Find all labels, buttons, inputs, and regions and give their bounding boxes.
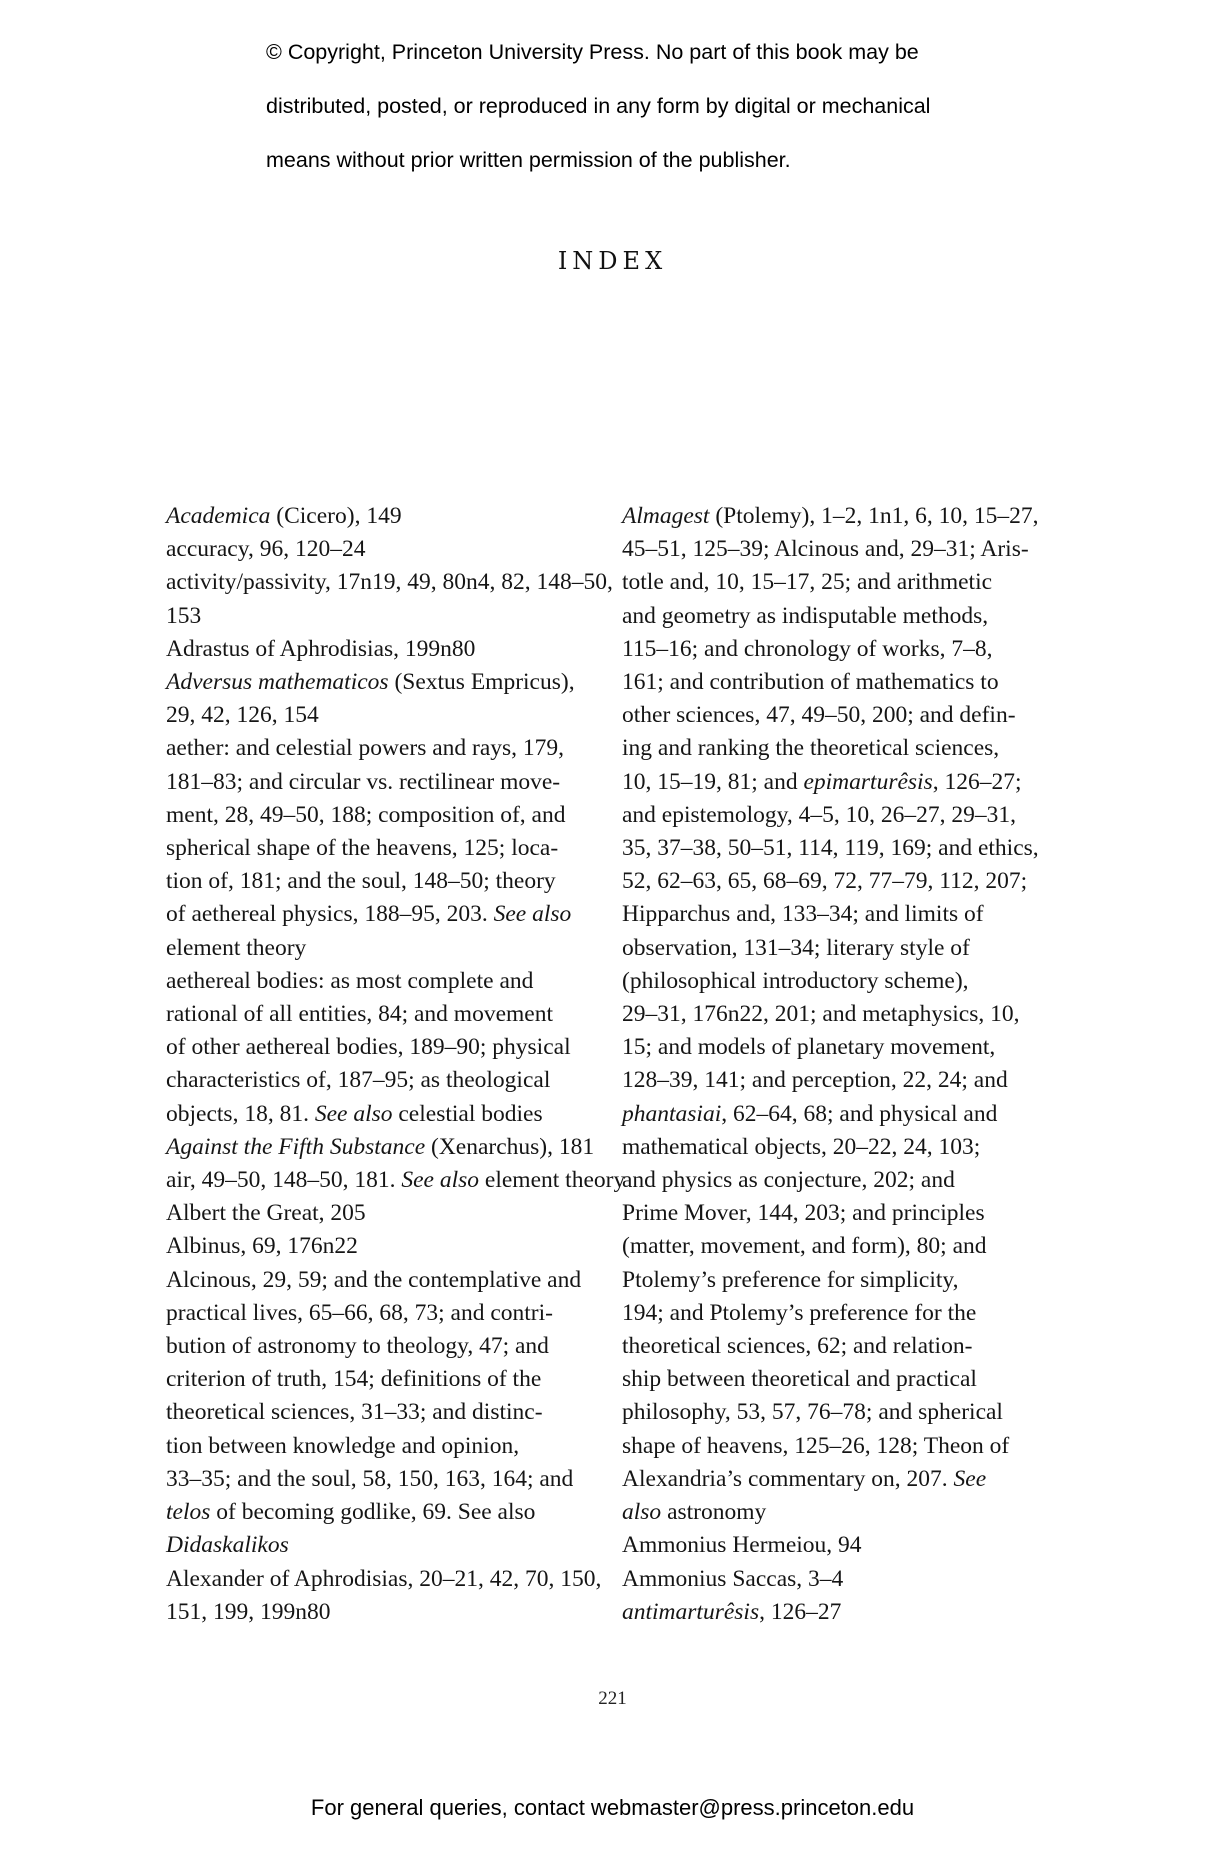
entry-text: theoretical sciences, 62; and relation- <box>622 1333 973 1360</box>
index-entry-line <box>622 1496 1037 1529</box>
entry-text: and geometry as indisputable methods, <box>622 602 989 629</box>
index-entry-line <box>622 932 1037 965</box>
index-entry <box>166 500 581 533</box>
page-number: 221 <box>598 1688 627 1709</box>
italic-text: See also <box>401 1167 480 1194</box>
entry-text: 35, 37–38, 50–51, 114, 119, 169; and ethics, <box>622 835 1039 862</box>
footer-contact-note: For general queries, contact webmaster@press.princeton.edu <box>310 1795 915 1820</box>
entry-text: and epistemology, 4–5, 10, 26–27, 29–31, <box>622 801 1017 828</box>
entry-text: celestial bodies <box>392 1100 543 1127</box>
index-entry-line <box>166 633 581 666</box>
entry-text: element theory <box>479 1167 626 1194</box>
index-entry-line <box>166 998 581 1031</box>
entry-text: (matter, movement, and form), 80; and <box>622 1233 987 1260</box>
entry-text: 115–16; and chronology of works, 7–8, <box>622 635 993 662</box>
entry-text: philosophy, 53, 57, 76–78; and spherical <box>622 1399 1003 1426</box>
entry-text: , 126–27 <box>759 1598 842 1625</box>
italic-text: Against the Fifth Substance <box>166 1133 426 1160</box>
entry-text: element theory <box>166 934 307 961</box>
italic-text: also <box>622 1499 662 1526</box>
index-entry-line <box>622 500 1039 533</box>
entry-text: Alexandria’s commentary on, 207. <box>622 1465 954 1492</box>
index-entry-line <box>622 1330 1037 1363</box>
index-entry-line <box>166 865 581 898</box>
entry-text: tion between knowledge and opinion, <box>166 1432 520 1459</box>
index-entry <box>166 1131 595 1164</box>
entry-text: 181–83; and circular vs. rectilinear move- <box>166 768 561 795</box>
entry-text: Ptolemy’s preference for simplicity, <box>622 1266 959 1293</box>
entry-text: tion of, 181; and the soul, 148–50; theory <box>166 868 556 895</box>
index-entry-line <box>166 1230 581 1263</box>
index-entry-line <box>166 1396 581 1429</box>
index-entry <box>166 965 581 1131</box>
index-entry-line <box>166 1064 581 1097</box>
entry-text: characteristics of, 187–95; as theological <box>166 1067 551 1094</box>
entry-text: ing and ranking the theoretical sciences, <box>622 735 1000 762</box>
italic-text: antimarturêsis <box>622 1598 760 1625</box>
entry-text: activity/passivity, 17n19, 49, 80n4, 82, 148–50, <box>166 569 613 596</box>
index-entry-line <box>622 1463 1037 1496</box>
index-entry-line <box>622 832 1039 865</box>
copyright-line: means without prior written permission of the publisher. <box>266 148 791 172</box>
index-entry <box>622 1529 1037 1562</box>
entry-text: , 126–27; <box>932 768 1022 795</box>
index-entry-line <box>622 1596 1037 1629</box>
index-entry-line <box>166 932 581 965</box>
entry-text: bution of astronomy to theology, 47; and <box>166 1333 549 1360</box>
entry-text: air, 49–50, 148–50, 181. <box>166 1167 402 1194</box>
index-entry-line <box>166 1164 626 1197</box>
entry-text: 29, 42, 126, 154 <box>166 702 319 729</box>
index-entry-line <box>622 898 1037 931</box>
index-entry-line <box>166 699 581 732</box>
index-entry-line <box>622 1197 1037 1230</box>
entry-text: 194; and Ptolemy’s preference for the <box>622 1299 977 1326</box>
index-entry-line <box>166 533 581 566</box>
index-entry-line <box>622 1164 1037 1197</box>
index-entry-line <box>166 1430 581 1463</box>
entry-text: and physics as conjecture, 202; and <box>622 1167 955 1194</box>
index-entry <box>166 1264 581 1563</box>
entry-text: Albert the Great, 205 <box>166 1200 366 1227</box>
index-entry-line <box>166 1496 581 1529</box>
entry-text: (Xenarchus), 181 <box>425 1133 595 1160</box>
entry-text: Ammonius Saccas, 3–4 <box>622 1565 844 1592</box>
entry-text: Alexander of Aphrodisias, 20–21, 42, 70, 150, <box>166 1565 602 1592</box>
index-entry-line <box>166 832 581 865</box>
copyright-line: © Copyright, Princeton University Press. No part of this book may be <box>266 40 919 64</box>
page-title: INDEX <box>557 247 668 275</box>
italic-text: Didaskalikos <box>166 1532 289 1559</box>
entry-text: (Sextus Empricus), <box>388 669 575 696</box>
index-entry-line <box>622 732 1037 765</box>
entry-text: totle and, 10, 15–17, 25; and arithmetic <box>622 569 993 596</box>
entry-text: , 62–64, 68; and physical and <box>721 1100 998 1127</box>
entry-text: Hipparchus and, 133–34; and limits of <box>622 901 984 928</box>
index-entry <box>622 1596 1037 1629</box>
italic-text: See also <box>314 1100 393 1127</box>
entry-text: of aethereal physics, 188–95, 203. <box>166 901 494 928</box>
entry-text: 29–31, 176n22, 201; and metaphysics, 10, <box>622 1001 1020 1028</box>
index-entry <box>622 500 1037 1529</box>
entry-text: 128–39, 141; and perception, 22, 24; and <box>622 1067 1008 1094</box>
entry-text: Adrastus of Aphrodisias, 199n80 <box>166 635 476 662</box>
entry-text: of other aethereal bodies, 189–90; physical <box>166 1034 571 1061</box>
entry-text: practical lives, 65–66, 68, 73; and contri- <box>166 1299 553 1326</box>
entry-text: other sciences, 47, 49–50, 200; and defin- <box>622 702 1016 729</box>
index-entry-line <box>622 666 1037 699</box>
index-entry-line <box>166 1131 595 1164</box>
entry-text: spherical shape of the heavens, 125; loca- <box>166 835 559 862</box>
entry-text: Alcinous, 29, 59; and the contemplative and <box>166 1266 582 1293</box>
index-entry-line <box>166 1463 581 1496</box>
entry-text: 15; and models of planetary movement, <box>622 1034 996 1061</box>
index-entry-line <box>166 898 581 931</box>
italic-text: Almagest <box>622 503 710 529</box>
index-entry-line <box>622 998 1037 1031</box>
index-entry-line <box>622 699 1037 732</box>
index-entry-line <box>622 1098 1037 1131</box>
entry-text: Albinus, 69, 176n22 <box>166 1233 358 1260</box>
entry-text: theoretical sciences, 31–33; and distinc- <box>166 1399 543 1426</box>
entry-text: 153 <box>166 602 202 629</box>
index-entry-line <box>166 666 581 699</box>
index-entry-line <box>166 1197 581 1230</box>
copyright-notice <box>266 12 986 201</box>
entry-text: Prime Mover, 144, 203; and principles <box>622 1200 985 1227</box>
entry-text: (Cicero), 149 <box>270 503 402 529</box>
index-entry <box>166 666 581 732</box>
index-entry-line <box>166 1596 581 1629</box>
entry-text: 52, 62–63, 65, 68–69, 72, 77–79, 112, 207; <box>622 868 1028 895</box>
index-entry-line <box>622 766 1037 799</box>
entry-text: 10, 15–19, 81; and <box>622 768 804 795</box>
entry-text: rational of all entities, 84; and movement <box>166 1001 553 1028</box>
index-entry-line <box>166 1363 581 1396</box>
entry-text: 33–35; and the soul, 58, 150, 163, 164; and <box>166 1465 574 1492</box>
index-entry-line <box>166 1529 581 1562</box>
index-entry-line <box>622 1563 1037 1596</box>
index-entry-line <box>622 633 1037 666</box>
index-entry-line <box>622 965 1037 998</box>
copyright-line: distributed, posted, or reproduced in any form by digital or mechanical <box>266 94 931 118</box>
entry-text: objects, 18, 81. <box>166 1100 315 1127</box>
entry-text: ment, 28, 49–50, 188; composition of, and <box>166 801 566 828</box>
index-entry-line <box>166 600 581 633</box>
italic-text: Academica <box>166 503 271 529</box>
index-entry-line <box>622 799 1037 832</box>
index-entry-line <box>622 1264 1037 1297</box>
index-entry-line <box>622 566 1037 599</box>
index-entry-line <box>166 1264 582 1297</box>
index-entry <box>166 533 581 566</box>
italic-text: See also <box>493 901 572 928</box>
entry-text: (Ptolemy), 1–2, 1n1, 6, 10, 15–27, <box>709 503 1039 529</box>
entry-text: shape of heavens, 125–26, 128; Theon of <box>622 1432 1010 1459</box>
entry-text: observation, 131–34; literary style of <box>622 934 970 961</box>
entry-text: aether: and celestial powers and rays, 179, <box>166 735 565 762</box>
index-entry-line <box>622 1363 1037 1396</box>
index-entry-line <box>166 1098 581 1131</box>
entry-text: (philosophical introductory scheme), <box>622 967 969 994</box>
entry-text: criterion of truth, 154; definitions of the <box>166 1366 542 1393</box>
index-entry-line <box>166 566 613 599</box>
italic-text: See <box>953 1465 987 1492</box>
entry-text: 151, 199, 199n80 <box>166 1598 331 1625</box>
index-entry-line <box>622 1430 1037 1463</box>
index-entry-line <box>622 533 1037 566</box>
index-entry-line <box>622 1230 1037 1263</box>
italic-text: phantasiai <box>622 1100 722 1127</box>
index-entry-line <box>622 1031 1037 1064</box>
italic-text: telos <box>166 1499 211 1526</box>
index-entry-line <box>622 1064 1037 1097</box>
italic-text: epimarturêsis <box>803 768 933 795</box>
index-entry-line <box>166 965 581 998</box>
entry-text: 45–51, 125–39; Alcinous and, 29–31; Aris- <box>622 536 1029 563</box>
index-entry-line <box>166 1330 581 1363</box>
index-entry <box>166 633 581 666</box>
index-entry <box>166 1563 602 1629</box>
index-entry-line <box>166 732 581 765</box>
entry-text: accuracy, 96, 120–24 <box>166 536 366 563</box>
index-entry-line <box>166 766 581 799</box>
index-entry-line <box>622 1131 1037 1164</box>
index-entry-line <box>166 1297 581 1330</box>
index-column-right <box>622 500 1037 1629</box>
index-entry-line <box>622 865 1037 898</box>
index-entry-line <box>166 1563 602 1596</box>
entry-text: mathematical objects, 20–22, 24, 103; <box>622 1133 981 1160</box>
index-entry <box>166 1197 581 1230</box>
entry-text: of becoming godlike, 69. See also <box>210 1499 536 1526</box>
index-entry-line <box>166 500 581 533</box>
entry-text: 161; and contribution of mathematics to <box>622 669 999 696</box>
index-column-left <box>166 500 626 1629</box>
entry-text: aethereal bodies: as most complete and <box>166 967 534 994</box>
entry-text: astronomy <box>661 1499 767 1526</box>
index-entry-line <box>622 1529 1037 1562</box>
index-entry-line <box>166 1031 581 1064</box>
index-entry <box>166 732 581 964</box>
index-entry <box>166 566 613 632</box>
index-entry <box>622 1563 1037 1596</box>
index-entry-line <box>622 600 1037 633</box>
entry-text: Ammonius Hermeiou, 94 <box>622 1532 862 1559</box>
index-entry <box>166 1164 626 1197</box>
italic-text: Adversus mathematicos <box>166 669 389 696</box>
index-entry-line <box>622 1396 1037 1429</box>
index-entry <box>166 1230 581 1263</box>
entry-text: ship between theoretical and practical <box>622 1366 977 1393</box>
index-entry-line <box>166 799 581 832</box>
index-entry-line <box>622 1297 1037 1330</box>
